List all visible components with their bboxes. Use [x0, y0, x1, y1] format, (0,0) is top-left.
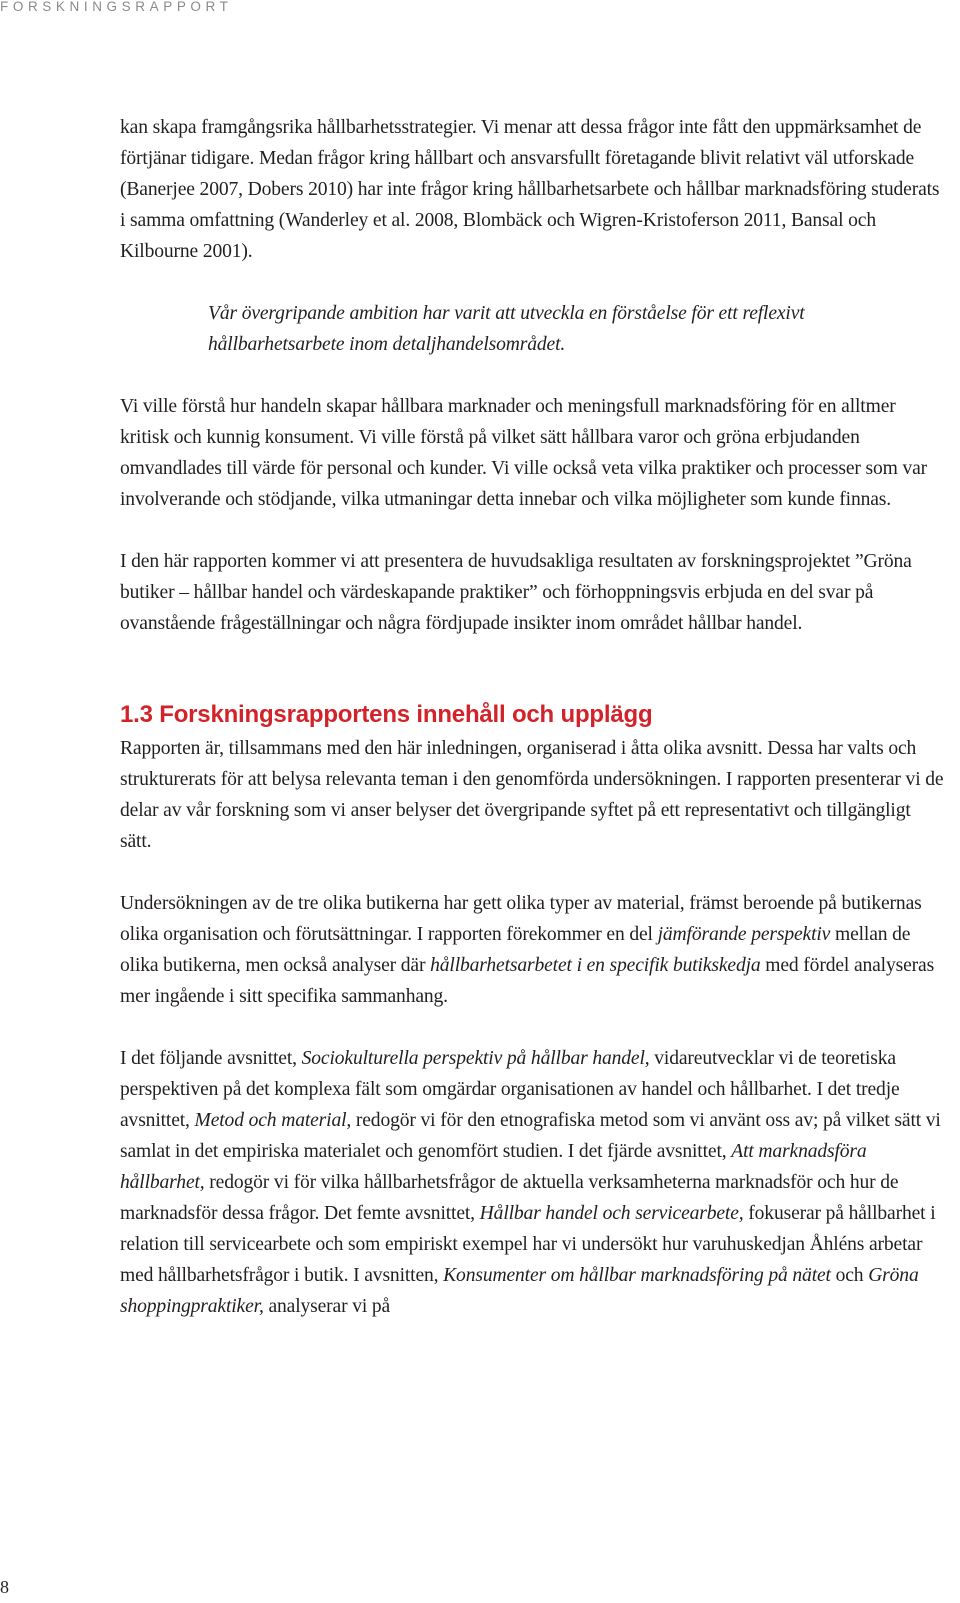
- text-run: I det följande avsnittet,: [120, 1048, 302, 1069]
- text-run: Undersökningen av de tre olika butikerna har gett olika typer av material, främst beroende på butikernas olika organisation och förutsättningar. I rapporten förekommer en del: [120, 893, 922, 945]
- section-heading: 1.3 Forskningsrapportens innehåll och upplägg: [120, 701, 653, 728]
- body-paragraph: [120, 888, 945, 1012]
- pull-quote: Vår övergripande ambition har varit att utveckla en förståelse för ett reflexivt hållbarhetsarbete inom detaljhandelsområdet.: [208, 303, 805, 355]
- italic-term: Metod och material,: [194, 1110, 352, 1131]
- text-run: redogör vi för vilka hållbarhetsfrågor de aktuella verksamheterna marknadsför och hur de marknadsför dessa frågor. Det femte avsnittet,: [120, 1172, 899, 1224]
- italic-term: hållbarhetsarbetet i en specifik butikskedja: [430, 955, 761, 976]
- body-paragraph: I den här rapporten kommer vi att presentera de huvudsakliga resultaten av forskningsprojektet ”Gröna butiker – hållbar handel och värdeskapande praktiker” och förhoppningsvis erbjuda en del svar på ovanstående frågeställningar och några fördjupade insikter inom området hållbar handel.: [120, 551, 912, 634]
- text-run: analyserar vi på: [263, 1296, 391, 1317]
- text-run: mellan de olika butikerna, men också analyser där: [120, 924, 911, 976]
- body-paragraph: kan skapa framgångsrika hållbarhetsstrategier. Vi menar att dessa frågor inte fått den uppmärksamhet de förtjänar tidigare. Medan frågor kring hållbart och ansvarsfullt företagande blivit relativt väl utforskade (Banerjee 2007, Dobers 2010) har inte frågor kring hållbarhetsarbete och hållbar marknadsföring studerats i samma omfattning (Wanderley et al. 2008, Blombäck och Wigren-Kristoferson 2011, Bansal och Kilbourne 2001).: [120, 117, 940, 262]
- italic-term: Gröna shoppingpraktiker,: [120, 1265, 919, 1317]
- italic-term: Konsumenter om hållbar marknadsföring på nätet: [443, 1265, 831, 1286]
- page-number: 8: [0, 1577, 9, 1597]
- italic-term: jämförande perspektiv: [657, 924, 831, 945]
- italic-term: Sociokulturella perspektiv på hållbar handel,: [301, 1048, 650, 1069]
- running-head: FORSKNINGSRAPPORT: [0, 0, 233, 14]
- text-run: redogör vi för den etnografiska metod som vi använt oss av; på vilket sätt vi samlat in det empiriska materialet och genomfört studien. I det fjärde avsnittet,: [120, 1110, 941, 1162]
- body-paragraph: [120, 1043, 945, 1322]
- body-paragraph: Rapporten är, tillsammans med den här inledningen, organiserad i åtta olika avsnitt. Dessa har valts och strukturerats för att belysa relevanta teman i den genomförda undersökningen. I rapporten presenterar vi de delar av vår forskning som vi anser belyser det övergripande syftet på ett representativt och tillgängligt sätt.: [120, 738, 944, 852]
- text-run: vidareutvecklar vi de teoretiska perspektiven på det komplexa fält som omgärdar organisationen av handel och hållbarhet. I det tredje avsnittet,: [120, 1048, 900, 1131]
- text-run: fokuserar på hållbarhet i relation till servicearbete och som empiriskt exempel har vi undersökt hur varuhuskedjan Åhléns arbetar med hållbarhetsfrågor i butik. I avsnitten,: [120, 1203, 936, 1286]
- body-paragraph: Vi ville förstå hur handeln skapar hållbara marknader och meningsfull marknadsföring för en alltmer kritisk och kunnig konsument. Vi ville förstå på vilket sätt hållbara varor och gröna erbjudanden omvandlades till värde för personal och kunder. Vi ville också veta vilka praktiker och processer som var involverande och stödjande, vilka utmaningar detta innebar och vilka möjligheter som kunde finnas.: [120, 396, 928, 510]
- text-run: med fördel analyseras mer ingående i sitt specifika sammanhang.: [120, 955, 935, 1007]
- italic-term: Hållbar handel och servicearbete,: [479, 1203, 744, 1224]
- italic-term: Att marknadsföra hållbarhet,: [120, 1141, 867, 1193]
- page-body: [120, 112, 945, 1322]
- text-run: och: [830, 1265, 869, 1286]
